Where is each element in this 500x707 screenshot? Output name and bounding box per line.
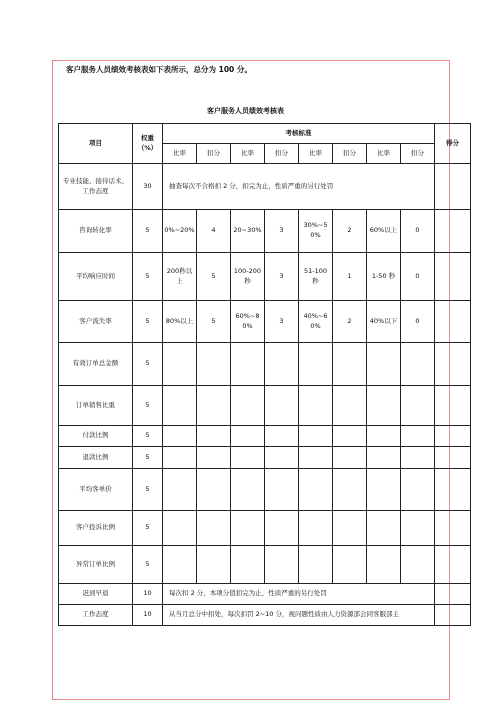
table-title: 客户服务人员绩效考核表 [207,107,284,115]
ratio-cell [231,426,265,447]
header-ratio: 比率 [367,144,401,164]
ratio-cell: 30%~50% [299,210,333,253]
score-cell [435,386,471,426]
ratio-cell: 40%~60% [299,301,333,343]
deduct-cell [265,386,299,426]
deduct-cell: 0 [401,210,435,253]
deduct-cell: 2 [333,301,367,343]
ratio-cell [299,469,333,511]
deduct-cell [333,386,367,426]
ratio-cell [299,546,333,584]
deduct-cell [401,546,435,584]
weight-cell: 5 [133,386,163,426]
table-row [59,343,471,386]
ratio-cell: 1-50 秒 [367,253,401,301]
deduct-cell [265,469,299,511]
weight-cell: 10 [133,605,163,626]
deduct-cell [265,426,299,447]
item-cell: 付款比例 [59,426,133,447]
header-deduct: 扣分 [265,144,299,164]
intro-text: 客户服务人员绩效考核表如下表所示，总分为 100 分。 [66,65,252,74]
ratio-cell [367,343,401,386]
ratio-cell [299,426,333,447]
weight-cell: 5 [133,426,163,447]
ratio-cell [299,447,333,469]
score-cell [435,584,471,605]
score-cell [435,605,471,626]
ratio-cell [367,511,401,546]
ratio-cell [367,426,401,447]
ratio-cell [163,426,197,447]
deduct-cell [197,469,231,511]
ratio-cell: 80%以上 [163,301,197,343]
weight-cell: 5 [133,469,163,511]
header-ratio: 比率 [299,144,333,164]
weight-cell: 5 [133,253,163,301]
deduct-cell: 5 [197,301,231,343]
ratio-cell [367,386,401,426]
ratio-cell [163,469,197,511]
score-cell [435,469,471,511]
deduct-cell [401,426,435,447]
ratio-cell [231,447,265,469]
header-deduct: 扣分 [197,144,231,164]
deduct-cell [333,426,367,447]
table-row [59,447,471,469]
criteria-merged-cell: 从当月总分中扣处，每次扣罚 2~10 分，视问题性质由人力资源部会同客服部主 [163,605,435,626]
header-weight: 权重（%） [133,124,163,164]
deduct-cell: 4 [197,210,231,253]
weight-cell: 10 [133,584,163,605]
score-cell [435,253,471,301]
table-row [59,386,471,426]
item-cell: 平均客单价 [59,469,133,511]
deduct-cell [265,511,299,546]
ratio-cell: 200秒以上 [163,253,197,301]
ratio-cell [367,546,401,584]
item-cell: 迟到早退 [59,584,133,605]
ratio-cell [367,447,401,469]
table-row [59,584,471,605]
header-item: 项目 [59,124,133,164]
deduct-cell [265,447,299,469]
criteria-merged-cell: 抽查每次不合格扣 2 分，扣完为止，性质严重的另行处罚 [163,164,435,210]
weight-cell: 5 [133,210,163,253]
ratio-cell [367,469,401,511]
deduct-cell [401,511,435,546]
assessment-table [58,123,471,626]
deduct-cell: 2 [333,210,367,253]
item-cell: 工作态度 [59,605,133,626]
ratio-cell: 100-200 秒 [231,253,265,301]
item-cell: 客户投诉比例 [59,511,133,546]
ratio-cell: 60%~80% [231,301,265,343]
deduct-cell [401,469,435,511]
ratio-cell [163,447,197,469]
ratio-cell [231,386,265,426]
weight-cell: 5 [133,447,163,469]
header-deduct: 扣分 [401,144,435,164]
ratio-cell: 60%以上 [367,210,401,253]
deduct-cell [265,343,299,386]
deduct-cell: 3 [265,301,299,343]
item-cell: 有效订单总金额 [59,343,133,386]
criteria-merged-cell: 每次扣 2 分，本项分值扣完为止，性质严重的另行处罚 [163,584,435,605]
ratio-cell [163,343,197,386]
table-row [59,511,471,546]
deduct-cell: 3 [265,253,299,301]
ratio-cell: 20~30% [231,210,265,253]
item-cell: 咨询转化率 [59,210,133,253]
ratio-cell [231,469,265,511]
deduct-cell: 1 [333,253,367,301]
ratio-cell: 40%以下 [367,301,401,343]
table-row [59,605,471,626]
ratio-cell: 51-100 秒 [299,253,333,301]
score-cell [435,164,471,210]
deduct-cell [333,511,367,546]
weight-cell: 5 [133,546,163,584]
score-cell [435,546,471,584]
table-row [59,253,471,301]
deduct-cell [197,386,231,426]
weight-cell: 5 [133,301,163,343]
ratio-cell: 0%~20% [163,210,197,253]
deduct-cell [401,386,435,426]
ratio-cell [299,511,333,546]
deduct-cell [333,469,367,511]
deduct-cell [197,546,231,584]
weight-cell: 30 [133,164,163,210]
weight-cell: 5 [133,511,163,546]
item-cell: 订单销售比重 [59,386,133,426]
header-ratio: 比率 [231,144,265,164]
deduct-cell [197,343,231,386]
score-cell [435,426,471,447]
item-cell: 退款比例 [59,447,133,469]
score-cell [435,343,471,386]
deduct-cell [197,426,231,447]
header-criteria: 考核标准 [163,124,435,144]
table-row [59,301,471,343]
score-cell [435,511,471,546]
deduct-cell: 0 [401,301,435,343]
score-cell [435,301,471,343]
deduct-cell [401,447,435,469]
ratio-cell [163,511,197,546]
header-score: 得分 [435,124,471,164]
ratio-cell [231,546,265,584]
table-row [59,469,471,511]
item-cell: 平均响应时间 [59,253,133,301]
ratio-cell [299,386,333,426]
ratio-cell [163,386,197,426]
table-row [59,426,471,447]
deduct-cell [333,343,367,386]
deduct-cell [333,546,367,584]
deduct-cell [333,447,367,469]
ratio-cell [231,511,265,546]
item-cell: 专业技能、接待话术、工作态度 [59,164,133,210]
deduct-cell: 5 [197,253,231,301]
deduct-cell [197,511,231,546]
header-deduct: 扣分 [333,144,367,164]
table-row [59,210,471,253]
weight-cell: 5 [133,343,163,386]
deduct-cell: 3 [265,210,299,253]
score-cell [435,447,471,469]
item-cell: 客户流失率 [59,301,133,343]
ratio-cell [299,343,333,386]
header-ratio: 比率 [163,144,197,164]
deduct-cell [197,447,231,469]
deduct-cell [265,546,299,584]
ratio-cell [163,546,197,584]
deduct-cell [401,343,435,386]
table-row [59,546,471,584]
table-row [59,164,471,210]
score-cell [435,210,471,253]
item-cell: 异常订单比例 [59,546,133,584]
deduct-cell: 0 [401,253,435,301]
ratio-cell [231,343,265,386]
